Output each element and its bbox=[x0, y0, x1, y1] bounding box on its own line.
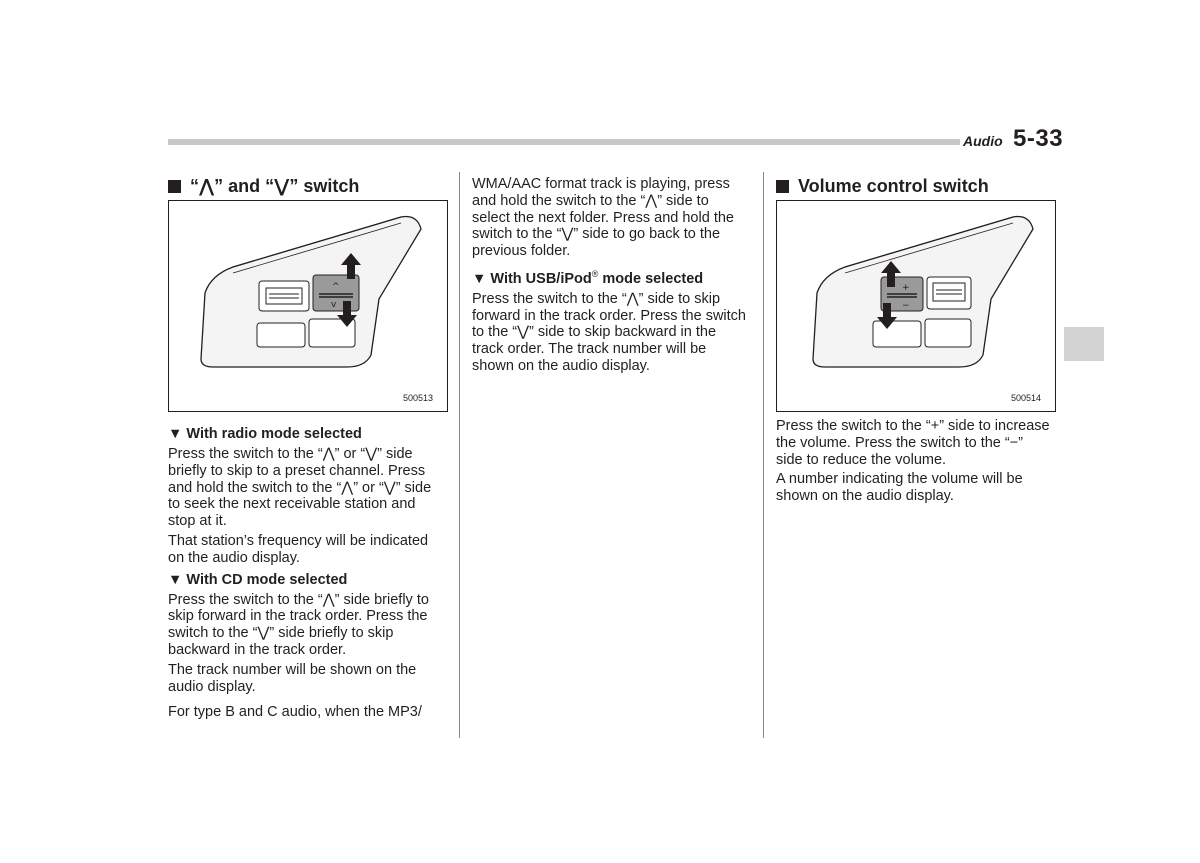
radio-line-3: and hold the switch to the “⋀” or “⋁” side bbox=[168, 479, 432, 496]
volume-line-3: side to reduce the volume. bbox=[776, 451, 947, 468]
radio-line-7: on the audio display. bbox=[168, 549, 300, 566]
usb-line-2: forward in the track order. Press the switch bbox=[472, 307, 746, 324]
svg-text:+: + bbox=[902, 283, 910, 293]
svg-text:v: v bbox=[331, 300, 337, 310]
middle-line-5: previous folder. bbox=[472, 243, 571, 260]
radio-line-2: briefly to skip to a preset channel. Press bbox=[168, 462, 426, 479]
cd-line-2: skip forward in the track order. Press the bbox=[168, 608, 428, 625]
usb-line-5: shown on the audio display. bbox=[472, 358, 650, 374]
right-heading-text: Volume control switch bbox=[798, 176, 989, 196]
volume-line-1: Press the switch to the “+” side to increase bbox=[776, 418, 1050, 434]
radio-line-6: That station’s frequency will be indicated bbox=[168, 532, 429, 549]
middle-column bbox=[472, 176, 752, 375]
middle-line-1: WMA/AAC format track is playing, press bbox=[472, 176, 730, 192]
radio-section bbox=[168, 425, 448, 721]
cd-line-3: switch to the “⋁” side briefly to skip bbox=[168, 625, 394, 642]
usb-subheading-text-end: mode selected bbox=[598, 270, 704, 287]
cd-line-4: backward in the track order. bbox=[168, 641, 347, 658]
radio-line-1: Press the switch to the “⋀” or “⋁” side bbox=[168, 446, 413, 462]
middle-line-4: switch to the “⋁” side to go back to the bbox=[472, 226, 721, 243]
column-divider-left bbox=[459, 172, 460, 738]
radio-line-4: to seek the next receivable station and bbox=[168, 496, 416, 513]
cd-subheading: ▼ With CD mode selected bbox=[168, 571, 348, 588]
usb-subheading bbox=[472, 265, 752, 288]
volume-line-4: A number indicating the volume will be bbox=[776, 471, 1023, 488]
figure-code: 500514 bbox=[1011, 393, 1042, 403]
usb-line-4: track order. The track number will be bbox=[472, 341, 707, 358]
registered-mark: ® bbox=[591, 268, 599, 279]
usb-line-1: Press the switch to the “⋀” side to skip bbox=[472, 290, 721, 307]
page-number: 5-33 bbox=[1013, 125, 1064, 152]
steering-switch-illustration bbox=[169, 201, 447, 411]
figure-volume-switch bbox=[776, 200, 1056, 412]
volume-line-2: the volume. Press the switch to the “−” bbox=[776, 434, 1024, 451]
cd-line-5: The track number will be shown on the bbox=[168, 661, 417, 678]
middle-line-2: and hold the switch to the “⋀” side to bbox=[472, 192, 709, 209]
usb-line-3: to the “⋁” side to skip backward in the bbox=[472, 324, 717, 341]
chapter-tab bbox=[1064, 327, 1104, 361]
cd-line-1: Press the switch to the “⋀” side briefly to bbox=[168, 591, 429, 608]
left-heading-text: “⋀” and “⋁” switch bbox=[190, 176, 360, 196]
radio-subheading: ▼ With radio mode selected bbox=[168, 426, 362, 442]
left-heading bbox=[168, 175, 359, 197]
figure-code: 500513 bbox=[403, 393, 434, 403]
cd-line-7: For type B and C audio, when the MP3/ bbox=[168, 704, 422, 721]
usb-subheading-text: ▼ With USB/iPod bbox=[472, 270, 592, 287]
svg-text:^: ^ bbox=[332, 282, 340, 292]
middle-line-3: select the next folder. Press and hold the bbox=[472, 209, 734, 226]
heading-square-icon bbox=[168, 180, 181, 193]
section-title: Audio bbox=[963, 133, 1003, 149]
figure-switch-up-down bbox=[168, 200, 448, 412]
column-divider-right bbox=[763, 172, 764, 738]
right-column-text bbox=[776, 418, 1056, 505]
right-heading bbox=[776, 175, 989, 197]
heading-square-icon bbox=[776, 180, 789, 193]
header-rule bbox=[168, 139, 960, 145]
svg-text:−: − bbox=[902, 301, 910, 311]
volume-switch-illustration bbox=[777, 201, 1055, 411]
cd-line-6: audio display. bbox=[168, 678, 256, 695]
volume-line-5: shown on the audio display. bbox=[776, 488, 954, 505]
radio-line-5: stop at it. bbox=[168, 513, 227, 530]
